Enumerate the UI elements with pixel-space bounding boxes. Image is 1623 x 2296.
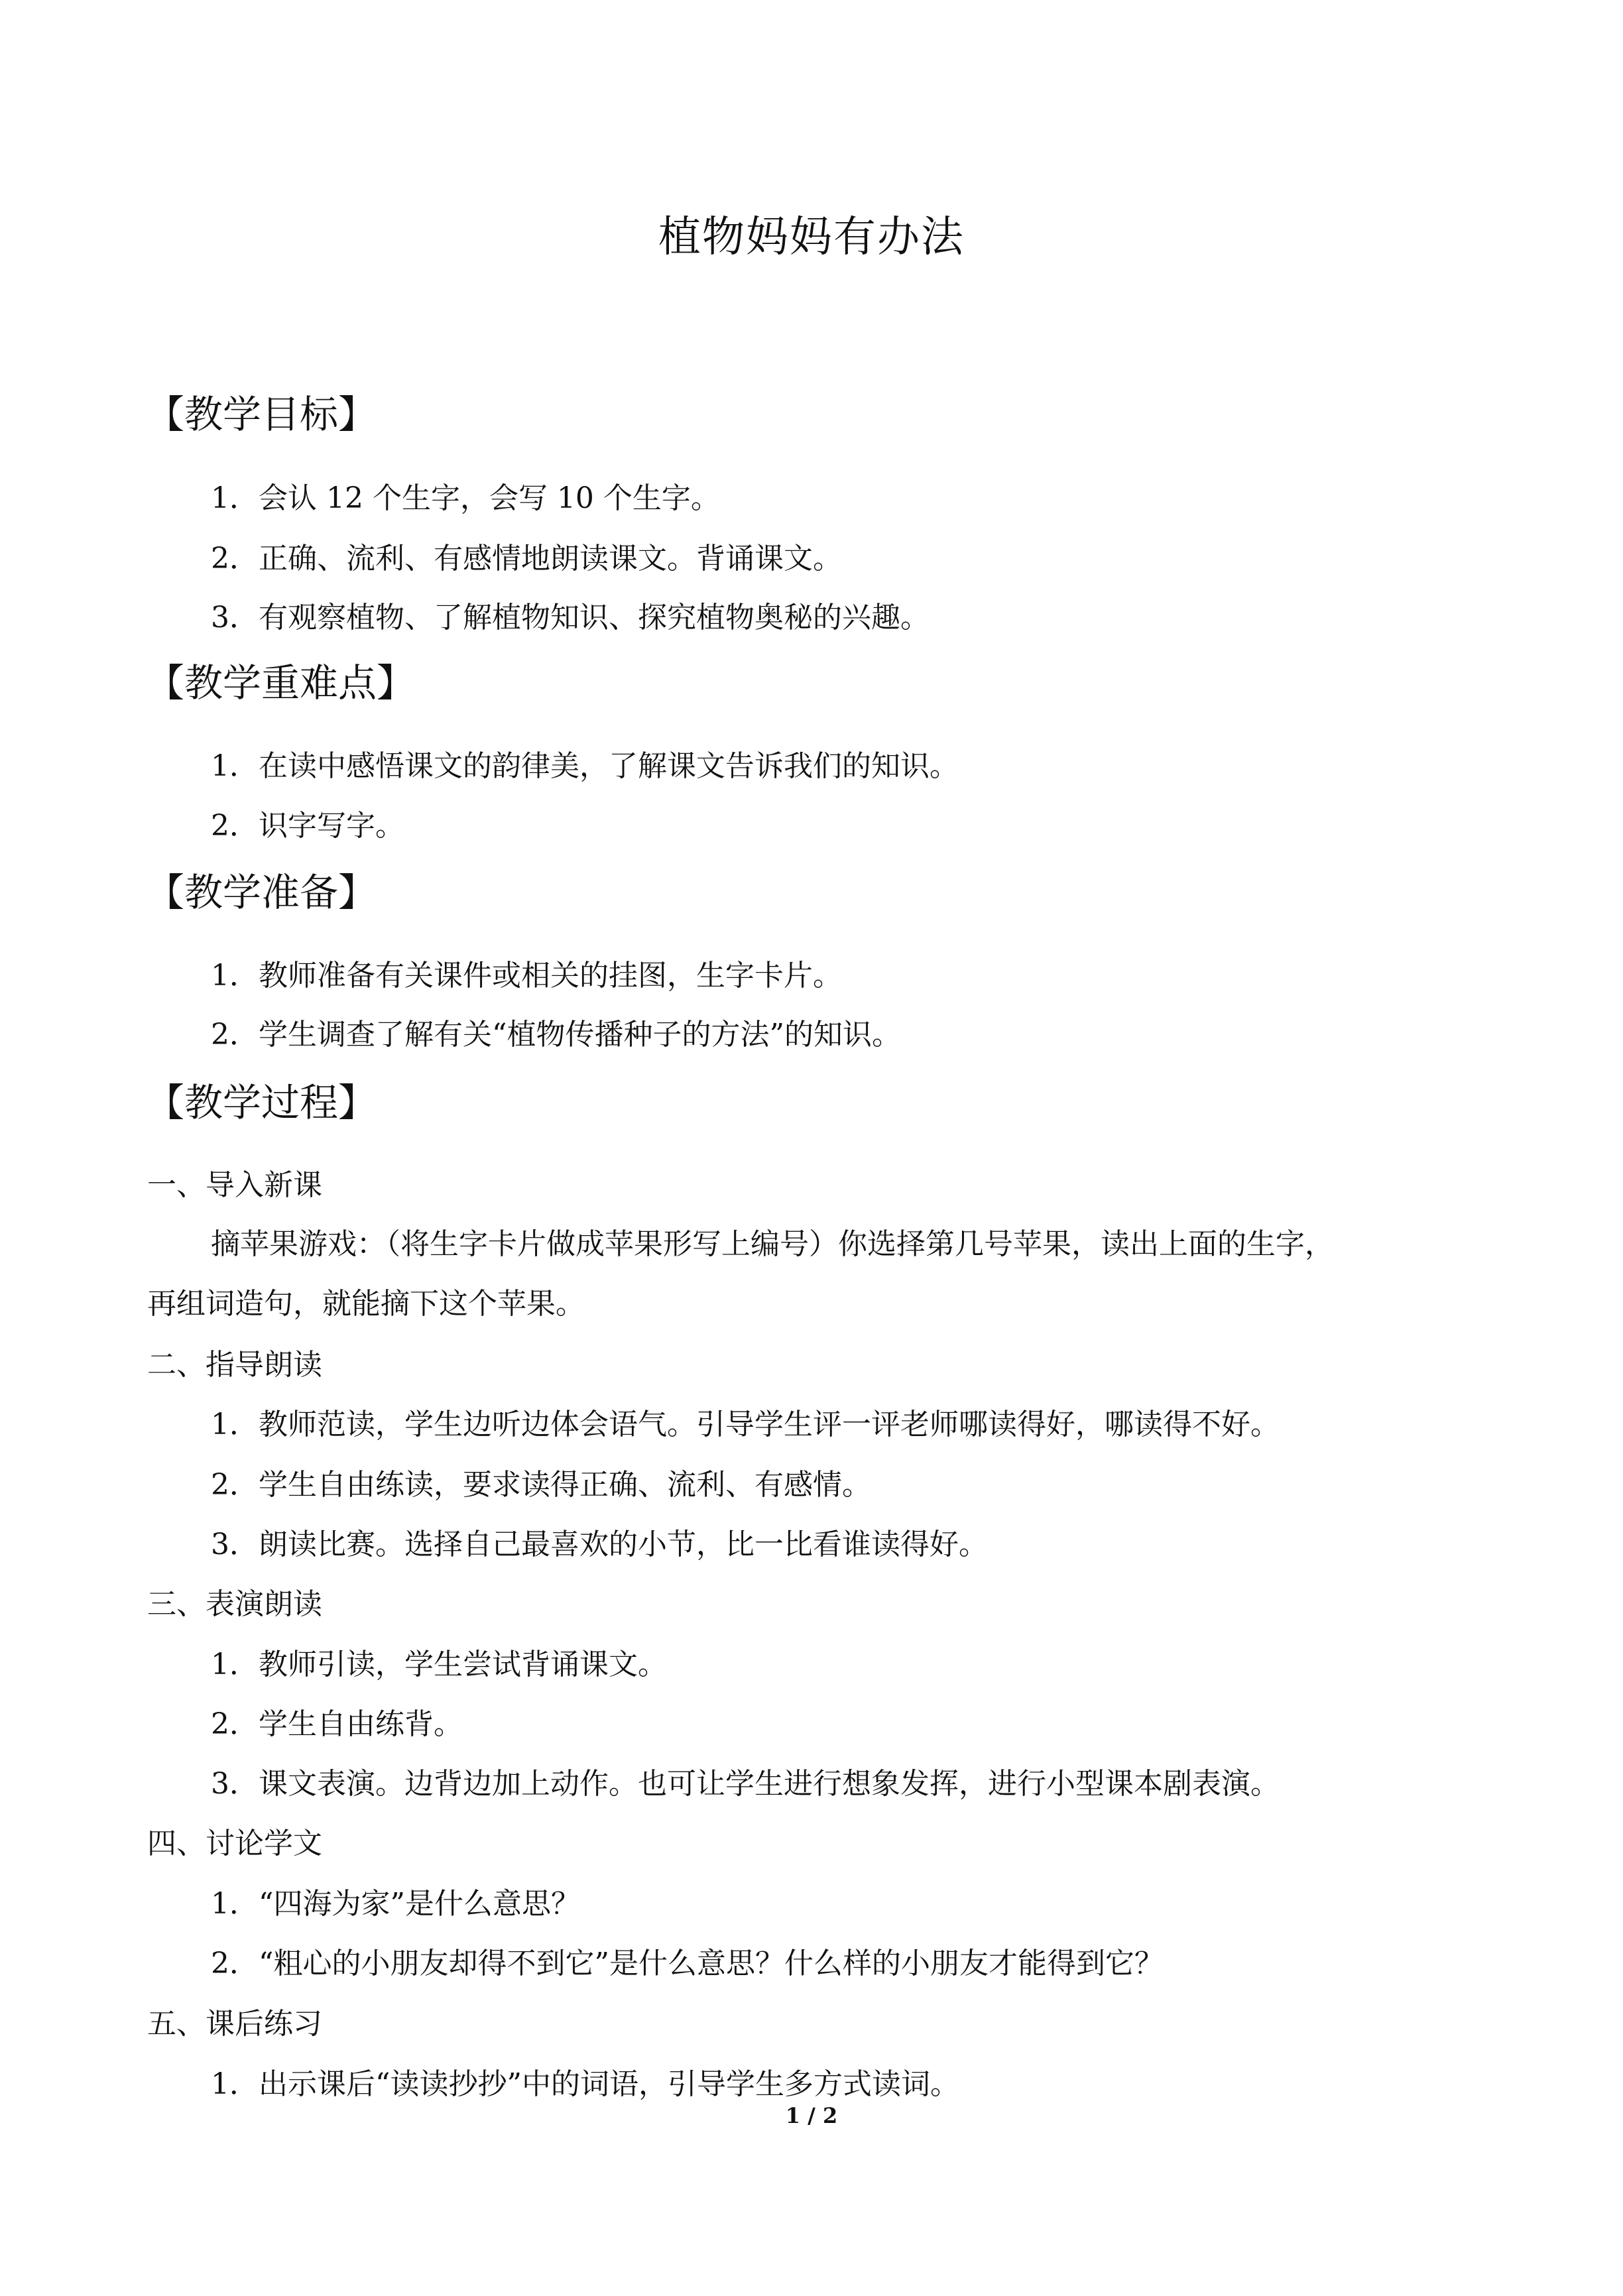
process-step-item: 2．学生自由练背。: [211, 1707, 463, 1741]
process-step-item: 2．“粗心的小朋友却得不到它”是什么意思？什么样的小朋友才能得到它？: [211, 1947, 1164, 1980]
key-point-item: 2．识字写字。: [211, 809, 404, 843]
process-step-item: 1．出示课后“读读抄抄”中的词语，引导学生多方式读词。: [211, 2067, 959, 2101]
section-heading-objectives: 【教学目标】: [146, 392, 377, 437]
process-step-item: 3．朗读比赛。选择自己最喜欢的小节，比一比看谁读得好。: [211, 1528, 988, 1561]
process-step-paragraph: [147, 1226, 1480, 1323]
process-step-title: 二、指导朗读: [147, 1348, 322, 1382]
process-step-item: 2．学生自由练读，要求读得正确、流利、有感情。: [211, 1468, 871, 1502]
preparation-item: 1．教师准备有关课件或相关的挂图，生字卡片。: [211, 959, 842, 993]
process-step-title: 三、表演朗读: [147, 1587, 322, 1621]
paragraph-line: 摘苹果游戏：（将生字卡片做成苹果形写上编号）你选择第几号苹果，读出上面的生字，: [211, 1227, 1334, 1261]
process-step-title: 一、导入新课: [147, 1168, 322, 1202]
process-step-item: 1．“四海为家”是什么意思？: [211, 1887, 580, 1921]
process-step-title: 五、课后练习: [147, 2007, 322, 2041]
section-heading-preparation: 【教学准备】: [146, 870, 377, 915]
objective-item: 2．正确、流利、有感情地朗读课文。背诵课文。: [211, 542, 842, 575]
page-number: 1 / 2: [785, 2103, 838, 2128]
process-step-title: 四、讨论学文: [147, 1827, 322, 1860]
document-title: 植物妈妈有办法: [658, 213, 965, 262]
paragraph-line: 再组词造句，就能摘下这个苹果。: [147, 1287, 585, 1321]
key-point-item: 1．在读中感悟课文的韵律美，了解课文告诉我们的知识。: [211, 749, 959, 783]
process-step-item: 1．教师引读，学生尝试背诵课文。: [211, 1648, 667, 1681]
section-heading-process: 【教学过程】: [146, 1080, 377, 1125]
objective-item: 1．会认 12 个生字，会写 10 个生字。: [211, 481, 720, 515]
preparation-item: 2．学生调查了解有关“植物传播种子的方法”的知识。: [211, 1018, 901, 1052]
process-step-item: 1．教师范读，学生边听边体会语气。引导学生评一评老师哪读得好，哪读得不好。: [211, 1408, 1280, 1441]
section-heading-key-points: 【教学重难点】: [146, 660, 416, 705]
objective-item: 3．有观察植物、了解植物知识、探究植物奥秘的兴趣。: [211, 601, 930, 634]
process-step-item: 3．课文表演。边背边加上动作。也可让学生进行想象发挥，进行小型课本剧表演。: [211, 1767, 1280, 1801]
